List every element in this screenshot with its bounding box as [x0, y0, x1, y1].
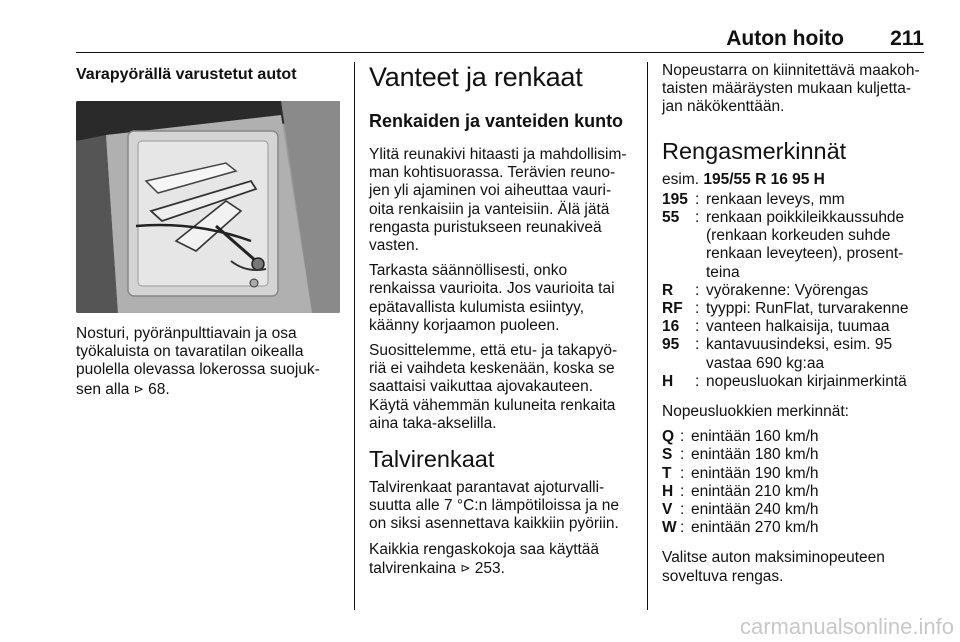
- wheels-tyres-title: Vanteet ja renkaat: [369, 62, 583, 92]
- speed-class-row-colon: :: [680, 428, 685, 446]
- speed-class-row-colon: :: [680, 464, 685, 482]
- spare-wheel-heading: Varapyörällä varustetut autot: [76, 66, 297, 83]
- tyre-mark-row-colon: :: [695, 372, 700, 390]
- speed-class-row: [662, 519, 819, 537]
- closing-paragraph: Valitse auton maksiminopeuteen soveltuva rengas.: [662, 549, 885, 585]
- page-reference-link[interactable]: 68.: [148, 380, 170, 398]
- tyre-mark-row-desc: renkaan poikkileikkaussuhde (renkaan korkeuden suhde renkaan leveyteen), prosent-teina: [706, 209, 905, 281]
- tyre-mark-row-colon: :: [695, 209, 700, 227]
- speed-class-row-colon: :: [680, 446, 685, 464]
- speed-class-row-desc: enintään 270 km/h: [691, 519, 819, 537]
- speed-class-row-key: S: [662, 446, 673, 464]
- speed-class-row-desc: enintään 160 km/h: [691, 428, 819, 446]
- tyre-mark-row-colon: :: [695, 318, 700, 336]
- tyre-markings-title: Rengasmerkinnät: [662, 137, 847, 164]
- speed-class-row: [662, 501, 819, 519]
- condition-subtitle: Renkaiden ja vanteiden kunto: [369, 111, 624, 131]
- speed-class-row-key: Q: [662, 428, 675, 446]
- speed-class-row-key: T: [662, 464, 672, 482]
- tyre-mark-row-desc: nopeusluokan kirjainmerkintä: [706, 372, 907, 390]
- tyre-mark-row: [662, 191, 926, 209]
- winter-tyres-title: Talvirenkaat: [369, 446, 495, 473]
- tyre-mark-row-desc: renkaan leveys, mm: [706, 190, 845, 208]
- speed-class-row: [662, 483, 819, 501]
- tyre-mark-row-desc: vyörakenne: Vyörengas: [706, 281, 869, 299]
- speed-class-row-colon: :: [680, 501, 685, 519]
- speed-class-row-key: H: [662, 482, 674, 500]
- header-section-title: Auton hoito: [726, 27, 844, 50]
- paragraph-kerb: Ylitä reunakivi hitaasti ja mahdollisim-man kohtisuorassa. Terävien reuno-jen yli ajaminen voi aiheuttaa vauri-oita renkaisiin ja vanteisiin. Älä jätä rengasta puristukseen reunakiveä vasten.: [369, 146, 627, 255]
- speed-class-row: [662, 465, 819, 483]
- page-header: [76, 0, 924, 52]
- tyre-mark-row-key: R: [662, 281, 674, 299]
- tyre-mark-row-key: 95: [662, 336, 680, 354]
- tyre-mark-row-key: 16: [662, 318, 680, 336]
- column-divider-1: [354, 62, 355, 610]
- paragraph-inspect: Tarkasta säännöllisesti, onko renkaissa vaurioita. Jos vaurioita tai epätavallista kulumista esiintyy, käänny korjaamon puoleen.: [369, 262, 615, 334]
- tyre-mark-row: [662, 373, 926, 391]
- speed-class-row-key: V: [662, 501, 673, 519]
- column-left: [76, 62, 340, 399]
- speed-class-row-desc: enintään 210 km/h: [691, 482, 819, 500]
- speed-class-row-colon: :: [680, 519, 685, 537]
- paragraph-rotation: Suosittelemme, että etu- ja takapyö-riä ei vaihdeta keskenään, koska se saattaisi vaikuttaa ajovakauteen. Käytä vähemmän kuluneita renkaita aina taka-akselilla.: [369, 342, 618, 432]
- watermark: carmanualsonline.info: [739, 614, 954, 639]
- speed-class-row: [662, 446, 819, 464]
- speed-class-row-desc: enintään 190 km/h: [691, 464, 819, 482]
- speed-class-row-key: W: [662, 519, 677, 537]
- page-reference-icon: ⊳: [133, 381, 144, 396]
- tyre-mark-row: [662, 282, 926, 300]
- page-reference-icon: ⊳: [460, 560, 471, 575]
- speed-class-row-desc: enintään 240 km/h: [691, 501, 819, 519]
- trunk-jack-photo: [76, 101, 340, 313]
- page-reference-link[interactable]: 253.: [474, 559, 505, 577]
- tyre-mark-row-desc: tyyppi: RunFlat, turvarakenne: [706, 300, 909, 318]
- tyre-mark-row-key: RF: [662, 300, 683, 318]
- column-middle: [369, 62, 632, 578]
- paragraph-sizes: Kaikkia rengaskokoja saa käyttää talvirenkaina ⊳ 253.: [369, 540, 600, 577]
- tyre-code-example: esim. 195/55 R 16 95 H: [662, 170, 825, 188]
- tyre-mark-row-colon: :: [695, 300, 700, 318]
- tyre-mark-row: [662, 300, 926, 318]
- tyre-mark-row-key: 55: [662, 209, 680, 227]
- tyre-mark-row-key: 195: [662, 190, 688, 208]
- tyre-mark-row: [662, 318, 926, 336]
- speed-classes-list: [662, 428, 819, 537]
- photo-caption: Nosturi, pyöränpulttiavain ja osa työkaluista on tavaratilan oikealla puolella olevassa lokerossa suojuk-sen alla ⊳ 68.: [76, 325, 320, 398]
- tyre-mark-row: [662, 336, 926, 372]
- column-right: [662, 62, 926, 586]
- paragraph-winter: Talvirenkaat parantavat ajoturvalli-suutta alle 7 °C:n lämpötiloissa ja ne on siksi asennettava kaikkiin pyöriin.: [369, 479, 620, 533]
- page-number: 211: [890, 27, 924, 50]
- column-divider-2: [647, 62, 648, 610]
- tyre-markings-list: [662, 191, 926, 391]
- tyre-mark-row: [662, 209, 926, 282]
- speed-class-row-colon: :: [680, 482, 685, 500]
- speed-class-row-desc: enintään 180 km/h: [691, 446, 819, 464]
- header-rule: [76, 52, 924, 53]
- speed-class-row: [662, 428, 819, 446]
- tyre-mark-row-desc: kantavuusindeksi, esim. 95 vastaa 690 kg:aa: [706, 336, 893, 372]
- tyre-mark-row-colon: :: [695, 190, 700, 208]
- speed-classes-intro: Nopeusluokkien merkinnät:: [662, 403, 849, 421]
- tyre-mark-row-desc: vanteen halkaisija, tuumaa: [706, 318, 890, 336]
- tyre-mark-row-key: H: [662, 372, 674, 390]
- tyre-mark-row-colon: :: [695, 336, 700, 354]
- paragraph-speed-sticker: Nopeustarra on kiinnitettävä maakoh-taisten määräysten mukaan kuljetta-jan näkökenttään.: [662, 62, 920, 116]
- tyre-mark-row-colon: :: [695, 281, 700, 299]
